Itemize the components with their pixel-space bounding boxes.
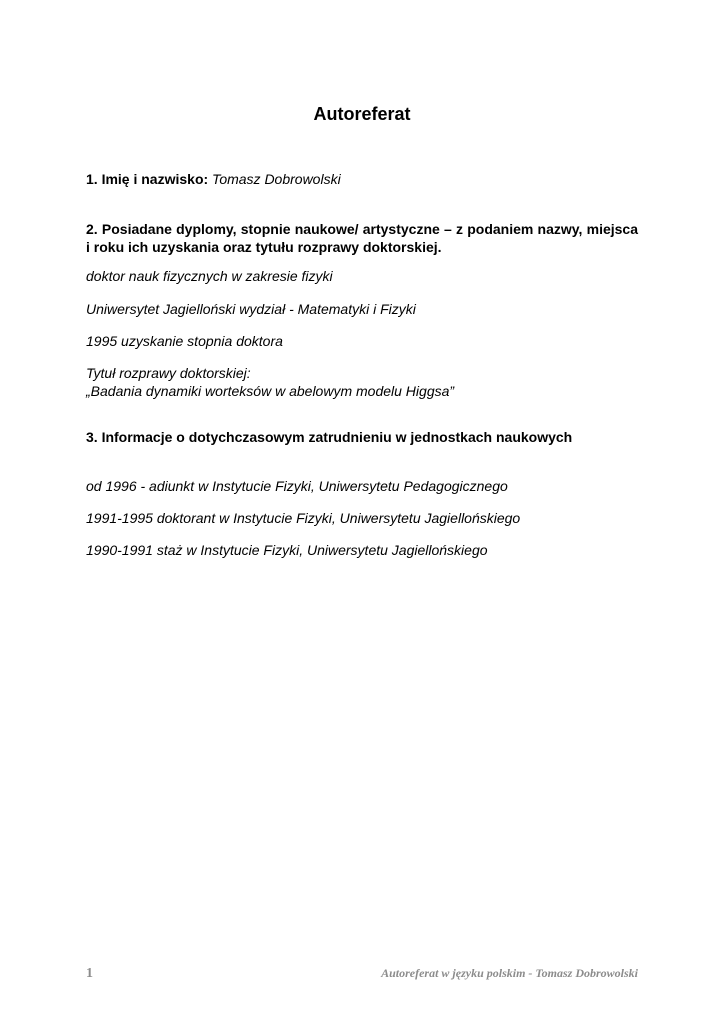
degree-text: doktor nauk fizycznych w zakresie fizyki: [86, 268, 333, 284]
employment-heading: 3. Informacje o dotychczasowym zatrudnieniu w jednostkach naukowych: [86, 429, 573, 445]
name-label: 1. Imię i nazwisko:: [86, 171, 209, 187]
thesis-title: „Badania dynamiki worteksów w abelowym modelu Higgsa”: [86, 383, 455, 399]
footer-text: Autoreferat w języku polskim - Tomasz Dobrowolski: [381, 966, 638, 980]
thesis-label: Tytuł rozprawy doktorskiej:: [86, 365, 251, 381]
name-value: Tomasz Dobrowolski: [212, 171, 341, 187]
diplomas-heading: 2. Posiadane dyplomy, stopnie naukowe/ artystyczne – z podaniem nazwy, miejsca i roku ich uzyskania oraz tytułu rozprawy doktorskiej.: [86, 221, 638, 255]
page-title: Autoreferat: [313, 104, 411, 124]
institution-text: Uniwersytet Jagielloński wydział - Matematyki i Fizyki: [86, 301, 416, 317]
employment-item: 1991-1995 doktorant w Instytucie Fizyki, Uniwersytetu Jagiellońskiego: [86, 510, 521, 526]
degree-year-text: 1995 uzyskanie stopnia doktora: [86, 333, 283, 349]
name-line: [86, 170, 638, 188]
thesis-block: [86, 364, 638, 400]
employment-item: 1990-1991 staż w Instytucie Fizyki, Uniwersytetu Jagiellońskiego: [86, 542, 488, 558]
page-number: 1: [86, 966, 93, 981]
employment-item: od 1996 - adiunkt w Instytucie Fizyki, Uniwersytetu Pedagogicznego: [86, 478, 508, 494]
